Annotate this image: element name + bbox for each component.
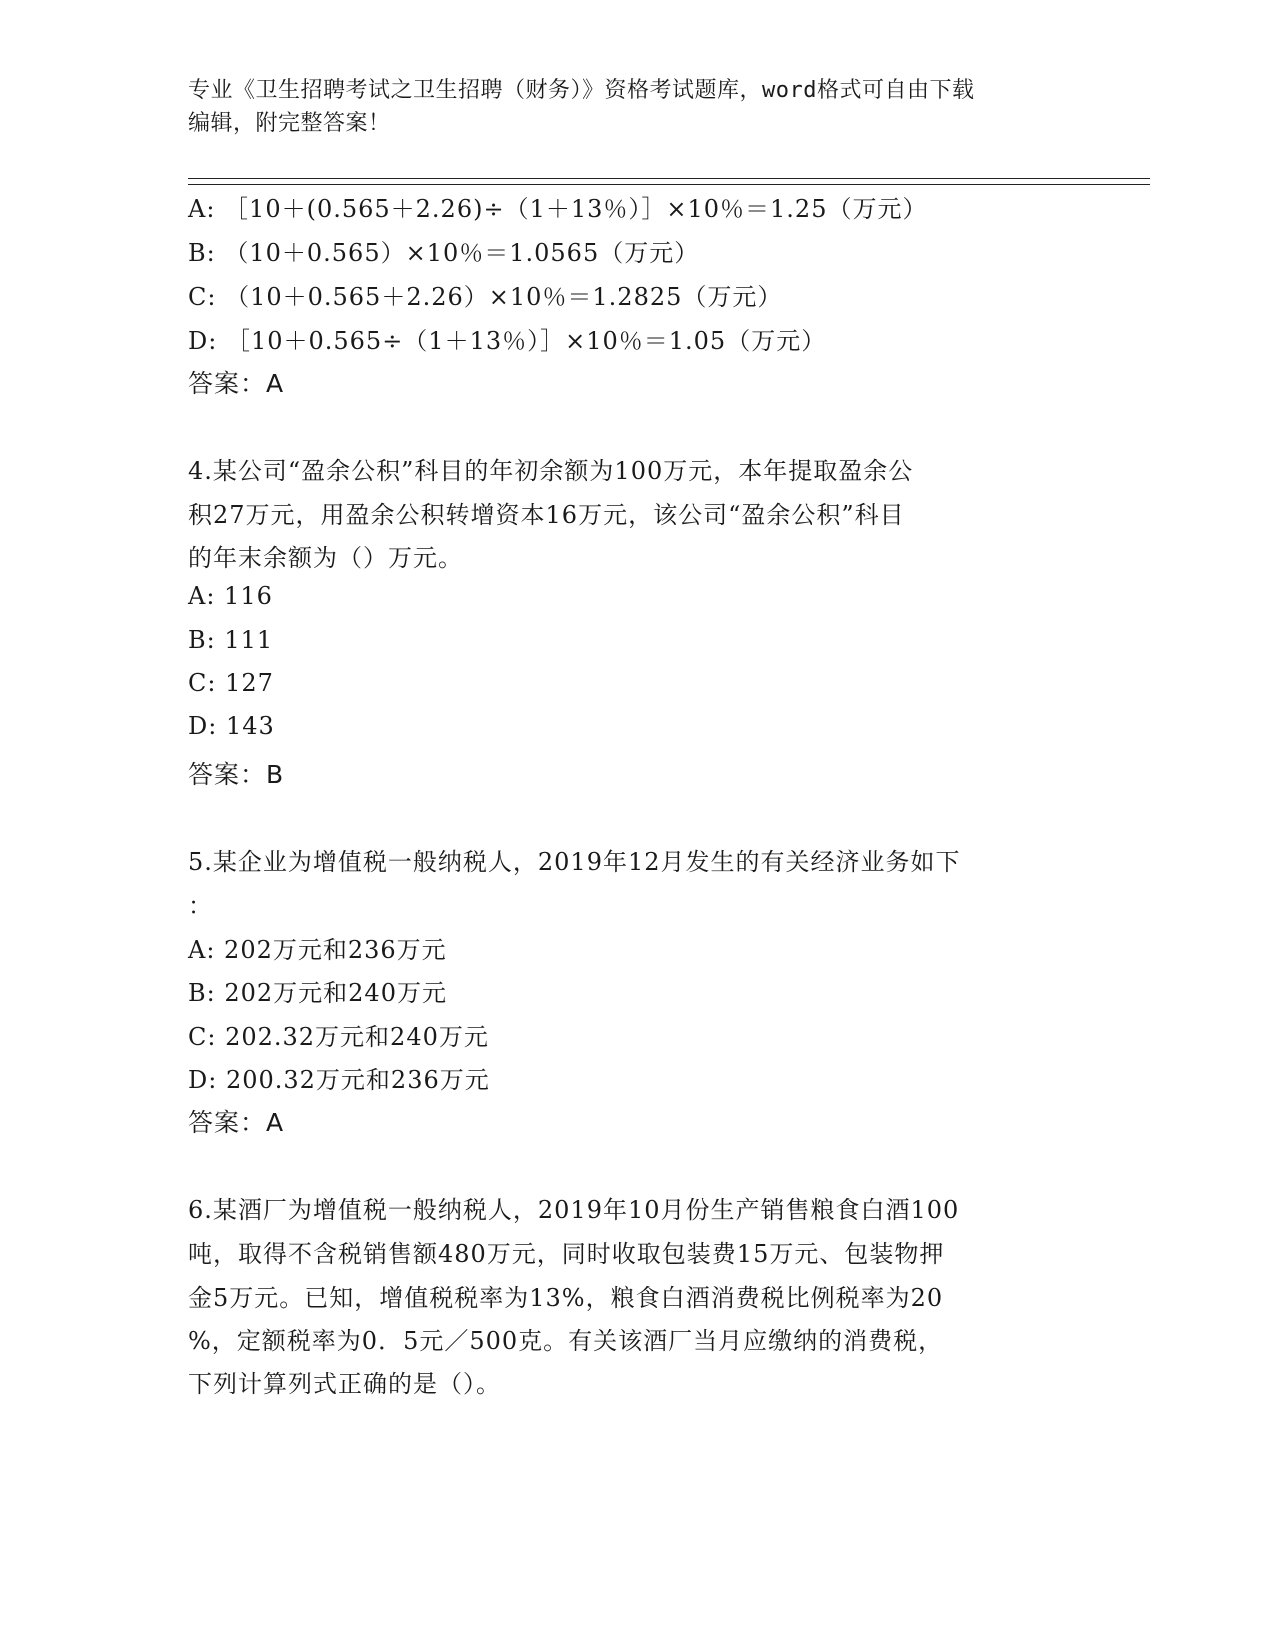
option-d: D: 143 xyxy=(188,712,275,740)
header-divider-top xyxy=(188,178,1150,179)
question-text-line: %，定额税率为0．5元／500克。有关该酒厂当月应缴纳的消费税， xyxy=(188,1327,944,1355)
question-text-line: 金5万元。已知，增值税税率为13%，粮食白酒消费税比例税率为20 xyxy=(188,1284,944,1312)
answer: 答案：A xyxy=(188,369,285,398)
question-text-line: 5.某企业为增值税一般纳税人，2019年12月发生的有关经济业务如下 xyxy=(188,848,961,876)
question-text-line: 积27万元，用盈余公积转增资本16万元，该公司“盈余公积”科目 xyxy=(188,501,905,529)
header-divider-bottom xyxy=(188,184,1150,185)
document-header xyxy=(188,74,1088,140)
header-line-1: 专业《卫生招聘考试之卫生招聘（财务）》资格考试题库，word格式可自由下载 xyxy=(188,78,975,103)
question-text-line: 吨，取得不含税销售额480万元，同时收取包装费15万元、包装物押 xyxy=(188,1240,945,1268)
option-d: D: 200.32万元和236万元 xyxy=(188,1066,490,1094)
question-text-line: 的年末余额为（）万元。 xyxy=(188,544,463,572)
option-a: A: ［10＋(0.565＋2.26)÷（1＋13％）］×10％＝1.25（万元） xyxy=(188,195,928,223)
question-text-line: ： xyxy=(188,892,213,920)
option-a: A: 202万元和236万元 xyxy=(188,936,447,964)
option-c: C: 202.32万元和240万元 xyxy=(188,1023,489,1051)
question-text-line: 下列计算列式正确的是（）。 xyxy=(188,1370,501,1398)
option-b: B: 202万元和240万元 xyxy=(188,979,447,1007)
option-b: B: （10＋0.565）×10％＝1.0565（万元） xyxy=(188,239,700,267)
question-text-line: 6.某酒厂为增值税一般纳税人，2019年10月份生产销售粮食白酒100 xyxy=(188,1196,960,1224)
answer: 答案：A xyxy=(188,1108,285,1137)
option-d: D: ［10＋0.565÷（1＋13％）］×10％＝1.05（万元） xyxy=(188,327,827,355)
option-c: C: 127 xyxy=(188,669,274,697)
header-line-2: 编辑，附完整答案！ xyxy=(188,111,391,136)
option-c: C: （10＋0.565＋2.26）×10％＝1.2825（万元） xyxy=(188,283,783,311)
answer: 答案：B xyxy=(188,760,285,789)
option-b: B: 111 xyxy=(188,626,274,654)
option-a: A: 116 xyxy=(188,582,273,610)
question-text-line: 4.某公司“盈余公积”科目的年初余额为100万元，本年提取盈余公 xyxy=(188,457,914,485)
